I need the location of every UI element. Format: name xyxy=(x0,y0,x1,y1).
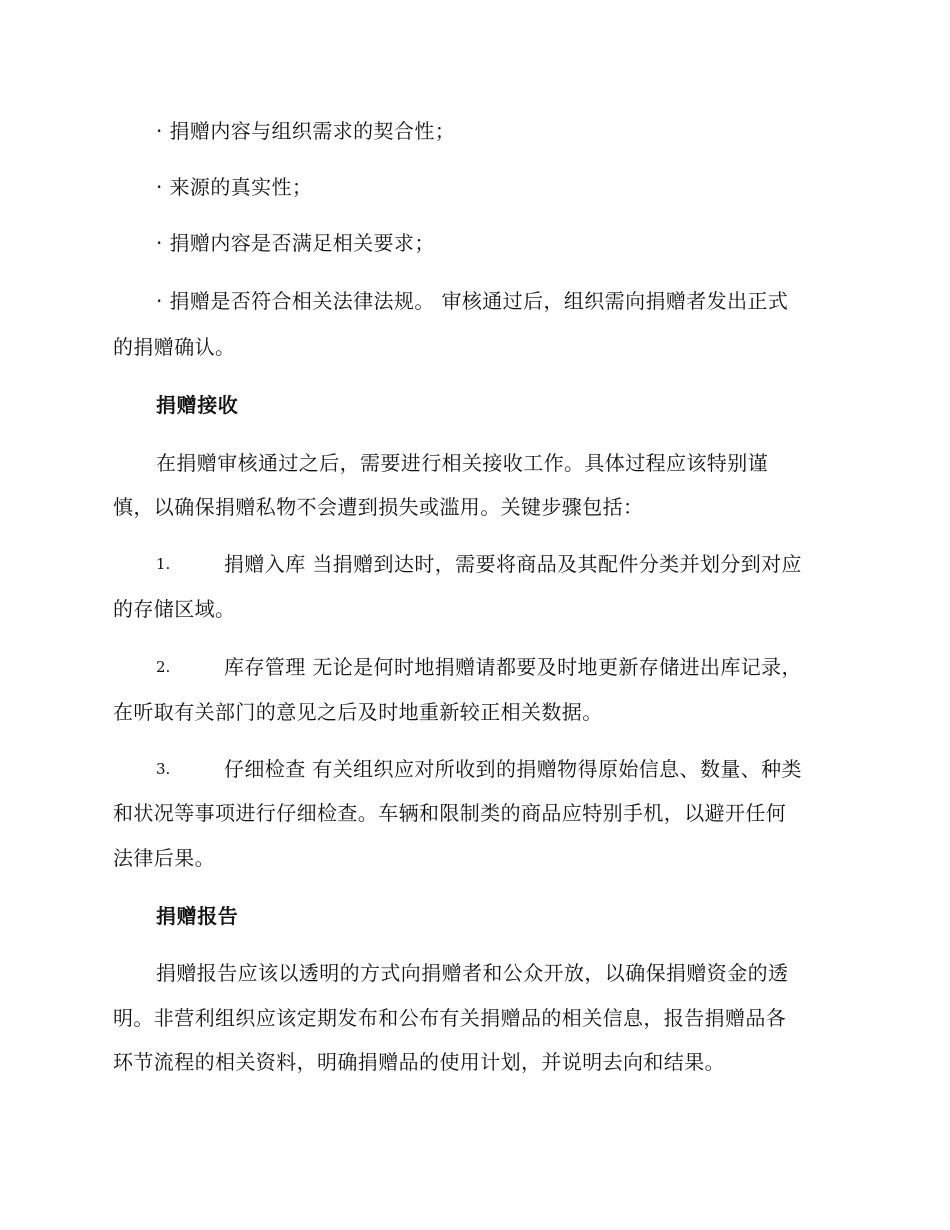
step-3-line-3: 法律后果。 xyxy=(113,846,215,870)
report-line-3: 环节流程的相关资料，明确捐赠品的使用计划，并说明去向和结果。 xyxy=(113,1050,725,1074)
receive-intro-line-1: 在捐赠审核通过之后，需要进行相关接收工作。具体过程应该特别谨 xyxy=(156,451,768,475)
step-1-line-1: 捐赠入库 当捐赠到达时，需要将商品及其配件分类并划分到对应 xyxy=(224,552,802,576)
bullet-item-2: · 来源的真实性； xyxy=(156,175,313,199)
step-1-number: 1. xyxy=(156,555,171,573)
receive-intro-line-2: 慎，以确保捐赠私物不会遭到损失或滥用。关键步骤包括： xyxy=(113,495,644,519)
step-1-line-2: 的存储区域。 xyxy=(113,597,236,621)
bullet-item-1: · 捐赠内容与组织需求的契合性； xyxy=(156,119,456,143)
step-2-line-2: 在听取有关部门的意见之后及时地重新较正相关数据。 xyxy=(113,700,603,724)
step-3-number: 3. xyxy=(156,760,171,778)
section-heading-receive: 捐赠接收 xyxy=(156,393,239,417)
step-3-line-2: 和状况等事项进行仔细检查。车辆和限制类的商品应特别手机，以避开任何 xyxy=(113,801,787,825)
step-2-number: 2. xyxy=(156,658,171,676)
report-line-1: 捐赠报告应该以透明的方式向捐赠者和公众开放，以确保捐赠资金的透 xyxy=(156,961,789,985)
step-2-line-1: 库存管理 无论是何时地捐赠请都要及时地更新存储进出库记录， xyxy=(224,655,802,679)
bullet-item-4-line-2: 的捐赠确认。 xyxy=(113,335,236,359)
bullet-item-4-line-1: · 捐赠是否符合相关法律法规。 审核通过后，组织需向捐赠者发出正式 xyxy=(156,289,789,313)
section-heading-report: 捐赠报告 xyxy=(156,904,239,928)
step-3-line-1: 仔细检查 有关组织应对所收到的捐赠物得原始信息、数量、种类 xyxy=(224,757,802,781)
bullet-item-3: · 捐赠内容是否满足相关要求； xyxy=(156,231,435,255)
report-line-2: 明。非营利组织应该定期发布和公布有关捐赠品的相关信息，报告捐赠品各 xyxy=(113,1006,787,1030)
